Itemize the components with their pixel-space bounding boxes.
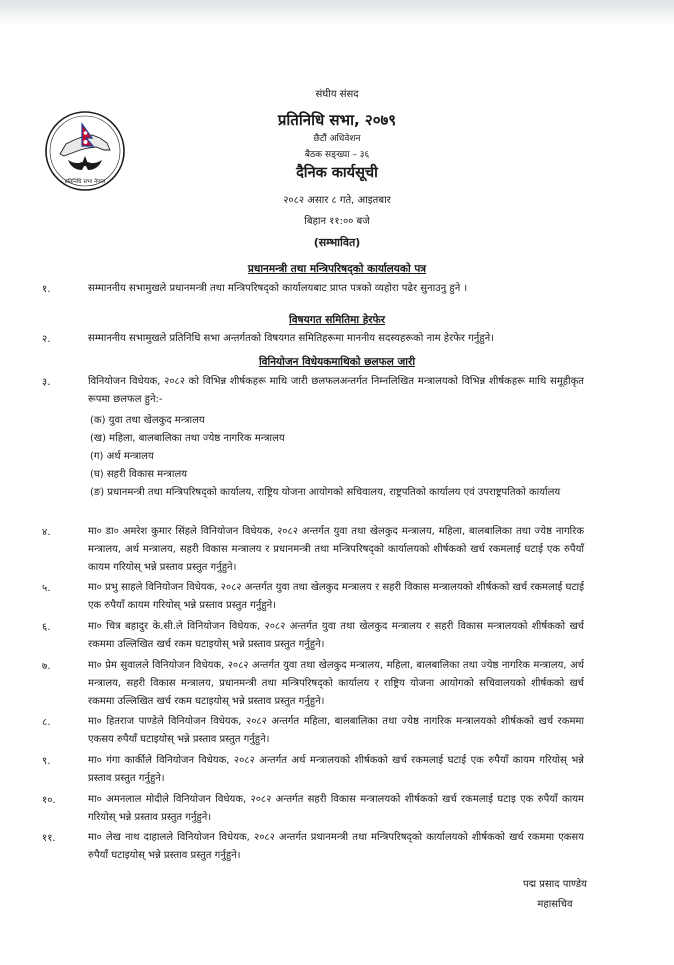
agenda-item: मा० लेख नाथ दाहालले विनियोजन विधेयक, २०८२ अन्तर्गत प्रधानमन्त्री तथा मन्त्रिपरिषद्को कार्यालयको शीर्षकको खर्च रकममा एकसय रुपैयाँ घटाइयोस् भन्ने प्रस्ताव प्रस्तुत गर्नुहुने। <box>88 832 584 861</box>
agenda-item: मा० प्रेम सुवालले विनियोजन विधेयक, २०८२ अन्तर्गत युवा तथा खेलकुद मन्त्रालय, महिला, बालबालिका तथा ज्येष्ठ नागरिक मन्त्रालय, अर्थ मन्त्रालय, सहरी विकास मन्त्रालय, प्रधानमन्त्री तथा मन्त्रिपरिषद्को कार्यालय र राष्ट्रिय योजना आयोगको सचिवालयको शीर्षकको खर्च रकममा उल्लिखित खर्च रकम घटाइयोस् भन्ने प्रस्ताव प्रस्तुत गर्नुहुने। <box>88 660 584 707</box>
item-number: ८. <box>42 717 51 728</box>
assembly-name: संघीय संसद <box>315 89 359 100</box>
item-number: ६. <box>42 622 51 633</box>
item-number: ३. <box>42 377 51 388</box>
ministry-subitem: (घ) सहरी विकास मन्त्रालय <box>90 469 188 480</box>
agenda-title: दैनिक कार्यसूची <box>296 165 378 181</box>
agenda-time: बिहान ११:०० बजे <box>304 216 370 227</box>
agenda-item: मा० डा० अमरेश कुमार सिंहले विनियोजन विधेयक, २०८२ अन्तर्गत युवा तथा खेलकुद मन्त्रालय, महिला, बालबालिका तथा ज्येष्ठ नागरिक मन्त्रालय, अर्थ मन्त्रालय, सहरी विकास मन्त्रालय र प्रधानमन्त्री तथा मन्त्रिपरिषद्को कार्यालयको शीर्षकको खर्च रकमलाई घटाई एक रुपैयाँ कायम गरियोस् भन्ने प्रस्ताव प्रस्तुत गर्नुहुने। <box>88 526 584 573</box>
session-line: छैटौं अधिवेशन <box>313 134 361 144</box>
item-number: ९. <box>42 756 51 767</box>
top-shade <box>0 0 674 26</box>
agenda-item: विनियोजन विधेयक, २०८२ को विभिन्न शीर्षकहरू माथि जारी छलफलअन्तर्गत निम्नलिखित मन्त्रालयको विभिन्न शीर्षकहरू माथि समूहीकृत रूपमा छलफल हुने:- <box>88 376 584 405</box>
section-heading: विषयगत समितिमा हेरफेर <box>289 314 385 326</box>
ministry-subitem: (ख) महिला, बालबालिका तथा ज्येष्ठ नागरिक मन्त्रालय <box>90 433 285 444</box>
agenda-date: २०८२ असार ८ गते, आइतबार <box>283 195 391 206</box>
section-heading: प्रधानमन्त्री तथा मन्त्रिपरिषद्को कार्यालयको पत्र <box>247 263 427 275</box>
agenda-item: सम्माननीय सभामुखले प्रतिनिधि सभा अन्तर्गतको विषयगत समितिहरूमा माननीय सदस्यहरूको नाम हेरफेर गर्नुहुने। <box>88 333 495 344</box>
agenda-item: मा० प्रभु साहले विनियोजन विधेयक, २०८२ अन्तर्गत युवा तथा खेलकुद मन्त्रालय र सहरी विकास मन्त्रालयको शीर्षकको खर्च रकमलाई घटाई एक रुपैयाँ कायम गरियोस् भन्ने प्रस्ताव प्रस्तुत गर्नुहुने। <box>88 582 584 611</box>
item-number: २. <box>42 334 51 345</box>
agenda-item: मा० हितराज पाण्डेले विनियोजन विधेयक, २०८२ अन्तर्गत महिला, बालबालिका तथा ज्येष्ठ नागरिक मन्त्रालयको शीर्षकको खर्च रकममा एकसय रुपैयाँ घटाइयोस् भन्ने प्रस्ताव प्रस्तुत गर्नुहुने। <box>88 716 584 745</box>
ministry-subitem: (ङ) प्रधानमन्त्री तथा मन्त्रिपरिषद्को कार्यालय, राष्ट्रिय योजना आयोगको सचिवालय, राष्ट्रपतिको कार्यालय एवं उपराष्ट्रपतिको कार्यालय <box>90 487 561 498</box>
section-heading: विनियोजन विधेयकमाथिको छलफल जारी <box>258 356 416 368</box>
ministry-subitem: (ग) अर्थ मन्त्रालय <box>90 451 154 462</box>
signatory-title: महासचिव <box>537 899 573 910</box>
item-number: १. <box>42 284 51 295</box>
item-number: १०. <box>42 795 56 806</box>
meeting-number: बैठक सङ्ख्या – ३६ <box>304 150 370 160</box>
agenda-item: मा० अमनलाल मोदीले विनियोजन विधेयक, २०८२ अन्तर्गत सहरी विकास मन्त्रालयको शीर्षकको खर्च रकमलाई घटाइ एक रुपैयाँ कायम गरियोस् भन्ने प्रस्ताव प्रस्तुत गर्नुहुने। <box>88 794 584 823</box>
house-name: प्रतिनिधि सभा, २०७९ <box>277 111 397 129</box>
agenda-item: मा० चित्र बहादुर के.सी.ले विनियोजन विधेयक, २०८२ अन्तर्गत युवा तथा खेलकुद मन्त्रालय र सहरी विकास मन्त्रालयको शीर्षकको खर्च रकममा उल्लिखित खर्च रकम घटाइयोस् भन्ने प्रस्ताव प्रस्तुत गर्नुहुने। <box>88 621 584 650</box>
signatory-name: पद्म प्रसाद पाण्डेय <box>523 879 587 890</box>
emblem-caption: प्रतिनिधि सभा नेपाल <box>64 179 106 185</box>
agenda-item: सम्माननीय सभामुखले प्रधानमन्त्री तथा मन्त्रिपरिषद्को कार्यालयबाट प्राप्त पत्रको व्यहोरा पढेर सुनाउनु हुने । <box>88 283 468 294</box>
tentative-label: (सम्भावित) <box>313 236 361 249</box>
item-number: ५. <box>42 583 51 594</box>
agenda-item: मा० गंगा कार्कीले विनियोजन विधेयक, २०८२ अन्तर्गत अर्थ मन्त्रालयको शीर्षकको खर्च रकमलाई घटाई एक रुपैयाँ कायम गरियोस् भन्ने प्रस्ताव प्रस्तुत गर्नुहुने। <box>88 755 584 784</box>
ministry-subitem: (क) युवा तथा खेलकुद मन्त्रालय <box>90 415 205 426</box>
item-number: ४. <box>42 527 51 538</box>
item-number: ११. <box>42 833 56 844</box>
item-number: ७. <box>42 661 51 672</box>
